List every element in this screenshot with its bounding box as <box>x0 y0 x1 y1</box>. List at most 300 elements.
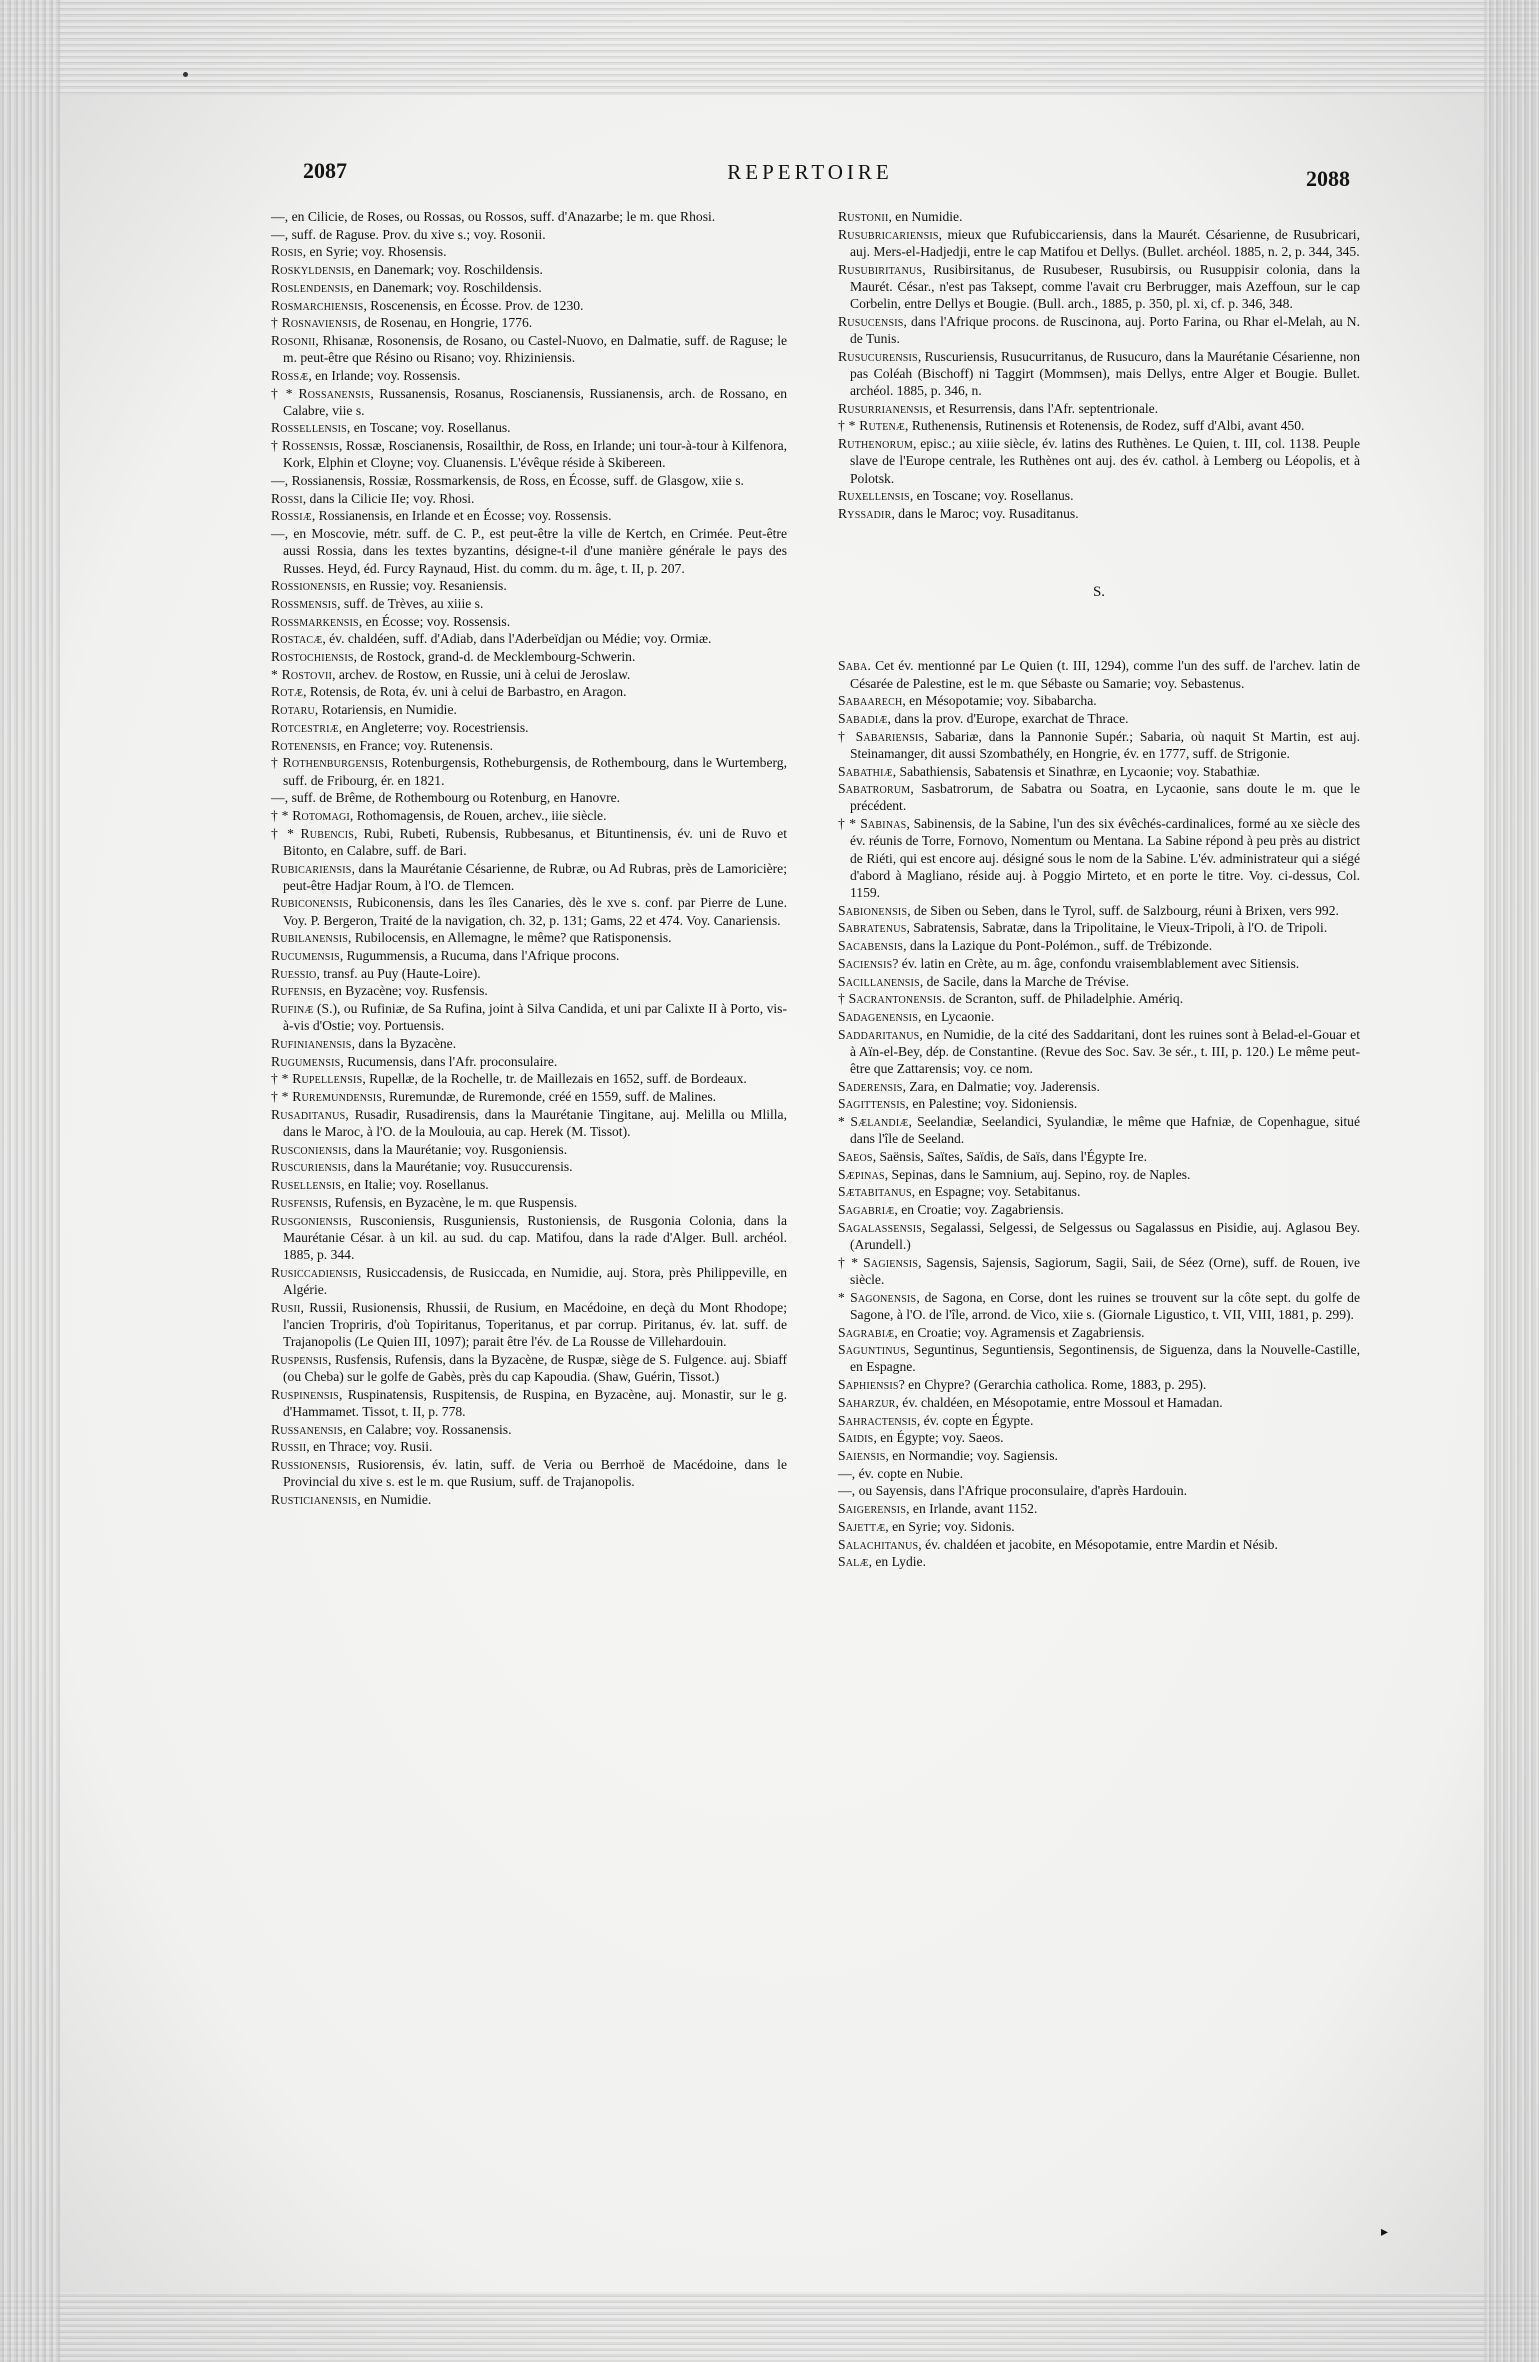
entry <box>838 763 1360 780</box>
entry-headword: Salachitanus <box>838 1536 919 1552</box>
entry-text: ? év. latin en Crète, au m. âge, confondu vraisemblablement avec Sitiensis. <box>892 955 1300 971</box>
entry-headword: Rugumensis <box>271 1053 341 1069</box>
entry <box>271 1421 787 1438</box>
entry-headword: Rubiconensis <box>271 895 349 911</box>
entry-text: , ou Sayensis, dans l'Afrique proconsulaire, d'après Hardouin. <box>851 1483 1188 1499</box>
ink-speck <box>183 72 188 77</box>
entry <box>838 1429 1360 1446</box>
entry-text: , Ruremundæ, de Ruremonde, créé en 1559, suff. de Malines. <box>382 1089 717 1105</box>
entry <box>271 261 787 278</box>
entry-headword: Sabathiæ <box>838 763 893 779</box>
entry-headword: Rossellensis <box>271 420 347 436</box>
entry-headword: Rufensis <box>271 983 323 999</box>
entry-headword: Rusellensis <box>271 1177 342 1193</box>
entry <box>271 279 787 296</box>
entry-headword: Sagrabiæ <box>838 1324 895 1340</box>
entry-text: , Rusiorensis, év. latin, suff. de Veria ou Berrhoë de Macédoine, dans le Provincial du xive s. est le m. que Rusium, suff. de Trajanopolis. <box>283 1456 787 1490</box>
entry-headword: † * Rotomagi <box>271 807 350 823</box>
entry-headword: Saphiensis <box>838 1377 899 1393</box>
entry-headword: Saigerensis <box>838 1501 907 1517</box>
entry-text: , Rugummensis, a Rucuma, dans l'Afrique procons. <box>339 948 620 964</box>
entry <box>271 719 787 736</box>
entry-headword: † Rothenburgensis <box>271 755 385 771</box>
entry-headword: — <box>271 790 285 806</box>
entry-text: , Ruspinatensis, Ruspitensis, de Ruspina, en Byzacène, auj. Monastir, sur le g. d'Hammamet. Tissot, t. II, p. 778. <box>283 1386 787 1419</box>
entry-headword: Rubilanensis <box>271 930 349 946</box>
entry-text: , de Siben ou Seben, dans le Tyrol, suff. de Salzbourg, réuni à Brixen, vers 992. <box>907 902 1339 918</box>
entry <box>271 1053 787 1070</box>
page-number-right: 2088 <box>1306 166 1350 191</box>
entry <box>838 226 1360 260</box>
entry-headword: Rostacæ <box>271 631 323 647</box>
entry-text: , év. copte en Égypte. <box>916 1412 1034 1428</box>
entry-headword: Sabadiæ <box>838 710 888 726</box>
entry-headword: * Sagonensis <box>838 1289 917 1305</box>
entry-headword: Rusticianensis <box>271 1491 358 1507</box>
entry <box>838 955 1360 972</box>
entry <box>271 1141 787 1158</box>
entry <box>271 507 787 524</box>
entry-text: , dans l'Afrique procons. de Ruscinona, auj. Porto Farina, ou Rhar el-Melah, au N. de Tunis. <box>850 313 1360 346</box>
entry-text: , en Toscane; voy. Rosellanus. <box>346 420 511 436</box>
entry-headword: Sabatrorum <box>838 781 911 797</box>
entry-headword: Rusurrianensis <box>838 400 929 416</box>
entry <box>838 1166 1360 1183</box>
entry-text: , en Danemark; voy. Roschildensis. <box>349 279 542 295</box>
entry-headword: Saba <box>838 658 868 674</box>
entry-headword: * Rostovii <box>271 666 333 682</box>
entry-headword: † Sacrantonensis <box>838 991 943 1007</box>
entry <box>838 1518 1360 1535</box>
entry-headword: Rusucurensis <box>838 348 918 364</box>
entry-headword: Russanensis <box>271 1421 343 1437</box>
entry <box>838 208 1360 225</box>
entry <box>838 1148 1360 1165</box>
entry <box>271 385 787 419</box>
entry-text: , Segalassi, Selgessi, de Selgessus ou Sagalassus en Pisidie, auj. Aglasou Bey. (Arundell.) <box>850 1219 1360 1253</box>
entry <box>271 1035 787 1052</box>
entry-headword: Rucumensis <box>271 948 340 964</box>
entry-text: , en Calabre; voy. Rossanensis. <box>342 1421 512 1437</box>
entry-headword: Saciensis <box>838 955 893 971</box>
entry-text: , Rusconiensis, Rusguniensis, Rustoniensis, de Rusgonia Colonia, dans la Maurétanie César. à un kil. au sud. du cap. Matifou, dans la rade d'Alger. Bull. archéol. 1885, p. 344. <box>283 1212 787 1262</box>
entry <box>271 648 787 665</box>
entry <box>271 1264 787 1298</box>
entry <box>271 472 787 489</box>
entry <box>838 780 1360 814</box>
entry <box>838 1201 1360 1218</box>
entry-headword: Sajettæ <box>838 1518 886 1534</box>
entry-text: , Rucumensis, dans l'Afr. proconsulaire. <box>340 1053 558 1069</box>
entry-headword: Saguntinus <box>838 1342 906 1358</box>
entry-text: , Rotariensis, en Numidie. <box>314 702 457 718</box>
running-header <box>0 158 1539 194</box>
entry <box>838 919 1360 936</box>
entry <box>271 1299 787 1351</box>
entry-headword: Rossiæ <box>271 508 312 524</box>
entry <box>271 894 787 928</box>
entry-text: , de Sagona, en Corse, dont les ruines se trouvent sur la côte sept. du golfe de Sagone, à l'O. de l'île, arrond. de Vico, xiie s. (Giornale Ligustico, t. VII, VIII, 1881, p. 299). <box>850 1289 1361 1322</box>
entry-headword: Sagalassensis <box>838 1219 923 1235</box>
entry-headword: † * Rutenæ <box>838 418 906 434</box>
entry-text: , suff. de Trèves, au xiiie s. <box>337 595 484 611</box>
entry-text: , en Lydie. <box>868 1554 926 1570</box>
entry-headword: Rufinæ <box>271 1001 314 1017</box>
entry-headword: — <box>271 473 285 489</box>
entry <box>271 332 787 366</box>
entry-text: , en Numidie. <box>888 209 963 224</box>
entry-text: , Seguntinus, Seguntiensis, Segontinensis, de Siguenza, dans la Nouvelle-Castille, en Espagne. <box>850 1342 1360 1375</box>
entry-text: , Sabariæ, dans la Pannonie Supér.; Sabaria, où naquit St Martin, est auj. Steinamanger, dit aussi Szombathély, en Hongrie, év. en 1777, suff. de Strigonie. <box>850 728 1360 761</box>
right-column-r-entries <box>838 208 1360 522</box>
entry-headword: Rosonii <box>271 332 316 348</box>
entry-text: , Rotensis, de Rota, év. uni à celui de Barbastro, en Aragon. <box>303 684 627 700</box>
entry <box>838 1394 1360 1411</box>
scan-edge-bottom <box>0 2292 1539 2362</box>
entry-headword: Rufinianensis <box>271 1036 352 1052</box>
entry-text: , Rusfensis, Rufensis, dans la Byzacène, de Ruspæ, siège de S. Fulgence. auj. Sbiaff (ou Cheba) sur le golfe de Gabès, près du cap Kapoudia. (Shaw, Guérin, Tissot.) <box>283 1351 787 1384</box>
entry-text: , Rotenburgensis, Rotheburgensis, de Rothembourg, dans le Wurtemberg, suff. de Fribourg, ér. en 1821. <box>283 755 787 788</box>
entry-headword: Sagabriæ <box>838 1202 895 1218</box>
entry-text: , en Lycaonie. <box>917 1008 995 1024</box>
entry-headword: Roskyldensis <box>271 262 351 278</box>
entry <box>271 525 787 577</box>
entry-headword: † * Sagiensis <box>838 1254 919 1270</box>
entry <box>838 692 1360 709</box>
entry <box>271 490 787 507</box>
entry <box>838 400 1360 417</box>
entry-text: , en Russie; voy. Resaniensis. <box>346 578 507 594</box>
entry <box>271 314 787 331</box>
entry-headword: † Rosnaviensis <box>271 315 358 331</box>
entry-text: , en Irlande, avant 1152. <box>906 1501 1038 1517</box>
entry <box>838 973 1360 990</box>
entry-headword: † * Rupellensis <box>271 1071 363 1087</box>
entry-headword: — <box>271 209 285 224</box>
entry-headword: Ruspensis <box>271 1351 328 1367</box>
entry-headword: Sabratenus <box>838 920 907 936</box>
entry <box>271 1456 787 1490</box>
entry <box>838 1341 1360 1375</box>
entry-text: , episc.; au xiiie siècle, év. latins des Ruthènes. Le Quien, t. III, col. 1138. Peuple slave de l'Europe centrale, les Ruthènes ont auj. des év. cathol. à Lemberg ou Léopolis, et à Polotsk. <box>850 436 1360 486</box>
entry-text: , en Thrace; voy. Rusii. <box>306 1439 433 1455</box>
entry <box>838 1289 1360 1323</box>
entry-headword: Russii <box>271 1439 307 1455</box>
entry-headword: Saharzur <box>838 1394 896 1410</box>
entry-text: , dans la Byzacène. <box>351 1036 457 1052</box>
entry <box>838 1008 1360 1025</box>
entry <box>271 982 787 999</box>
entry-text: , Rusibirsitanus, de Rusubeser, Rusubirsis, ou Rusuppisir colonia, dans la Maurét. César., n'est pas Taksept, comme l'avait cru Berbrugger, mais Azeffoun, sur le cap Corbelin, entre Dellys et Bougie. (Bull. arch., 1885, p. 350, pl. xi, cf. p. 346, 348. <box>850 261 1360 312</box>
entry-text: , archev. de Rostow, en Russie, uni à celui de Jeroslaw. <box>332 666 631 682</box>
entry-text: , Sagensis, Sajensis, Sagiorum, Sagii, Saii, de Séez (Orne), suff. de Rouen, ive siècle. <box>850 1254 1361 1287</box>
entry-text: , Rossianensis, Rossiæ, Rossmarkensis, de Ross, en Écosse, suff. de Glasgow, xiie s. <box>284 473 744 489</box>
entry <box>271 1000 787 1034</box>
entry <box>271 683 787 700</box>
entry-headword: Salæ <box>838 1554 869 1570</box>
entry-text: , dans la Maurétanie; voy. Rusuccurensis. <box>346 1159 573 1175</box>
entry-text: , Rossæ, Roscianensis, Rosailthir, de Ross, en Irlande; uni tour-à-tour à Kilfenora, Kork, Elphin et Cloyne; voy. Cluanensis. L'évêque réside à Skibereen. <box>283 438 788 471</box>
entry <box>271 367 787 384</box>
entry-headword: Rusii <box>271 1299 301 1315</box>
entry-headword: Rusfensis <box>271 1194 328 1210</box>
entry <box>838 937 1360 954</box>
entry-headword: Rosmarchiensis <box>271 297 364 313</box>
entry-text: , Sasbatrorum, de Sabatra ou Soatra, en Lycaonie, sans doute le m. que le précédent. <box>850 781 1360 814</box>
entry-text: , en Mésopotamie; voy. Sibabarcha. <box>902 693 1097 709</box>
entry-text: (S.), ou Rufiniæ, de Sa Rufina, joint à Silva Candida, et uni par Calixte II à Porto, vis-à-vis d'Ostie; voy. Portuensis. <box>283 1001 787 1034</box>
entry-text: , Ruscuriensis, Rusucurritanus, de Rusucuro, dans la Maurétanie Césarienne, non pas Coléah (Bischoff) ni Taggirt (Mommsen), mais Dellys, entre Alger et Bougie. Bullet. archéol. 1885, p. 346, n. <box>850 348 1360 399</box>
entry <box>838 487 1360 504</box>
entry-text: , dans le Maroc; voy. Rusaditanus. <box>891 505 1079 521</box>
entry-text: , Sabathiensis, Sabatensis et Sinathræ, en Lycaonie; voy. Stabathiæ. <box>892 763 1260 779</box>
entry-text: , Sepinas, dans le Samnium, auj. Sepino, roy. de Naples. <box>884 1166 1191 1182</box>
entry <box>271 243 787 260</box>
entry-headword: Rossæ <box>271 367 309 383</box>
entry-headword: Rusucensis <box>838 313 904 329</box>
entry-headword: Russionensis <box>271 1456 347 1472</box>
entry <box>271 1106 787 1140</box>
entry-text: , et Resurrensis, dans l'Afr. septentrionale. <box>928 400 1159 416</box>
entry <box>838 657 1360 691</box>
entry <box>838 417 1360 434</box>
entry-text: , Rubi, Rubeti, Rubensis, Rubbesanus, et Bituntinensis, év. uni de Ruvo et Bitonto, en Calabre, suff. de Bari. <box>283 825 787 858</box>
entry-headword: — <box>271 526 285 542</box>
entry-headword: Ruessio <box>271 965 317 981</box>
entry-text: , dans la prov. d'Europe, exarchat de Thrace. <box>887 710 1129 726</box>
entry-text: , év. chaldéen et jacobite, en Mésopotamie, entre Mardin et Nésib. <box>918 1536 1278 1552</box>
entry-text: , de Sacile, dans la Marche de Trévise. <box>919 973 1129 989</box>
entry-headword: Saderensis <box>838 1078 903 1094</box>
corner-mark: ▸ <box>1381 2225 1389 2240</box>
entry-text: , en Espagne; voy. Setabitanus. <box>911 1184 1081 1200</box>
entry <box>838 1412 1360 1429</box>
entry-headword: Rossmarkensis <box>271 613 359 629</box>
entry-headword: Sabaarech <box>838 693 903 709</box>
entry-headword: Rotæ <box>271 684 304 700</box>
entry-headword: Sabionensis <box>838 902 908 918</box>
entry-text: , Rubiconensis, dans les îles Canaries, dès le xve s. conf. par Pierre de Lune. Voy. P. Bergeron, Traité de la navigation, ch. 32, p. 131; Gams, 22 et 474. Voy. Canariensis. <box>283 895 787 928</box>
entry <box>838 348 1360 400</box>
entry <box>838 1482 1360 1499</box>
entry-headword: † * Rubencis <box>271 825 354 841</box>
entry-text: ? en Chypre? (Gerarchia catholica. Rome, 1883, p. 295). <box>898 1377 1207 1393</box>
entry-text: , Ruthenensis, Rutinensis et Rotenensis, de Rodez, suff d'Albi, avant 450. <box>905 418 1305 434</box>
entry-headword: Rusconiensis <box>271 1141 348 1157</box>
entry <box>838 435 1360 487</box>
entry <box>838 815 1360 901</box>
entry-text: , en Croatie; voy. Zagabriensis. <box>894 1202 1064 1218</box>
entry-text: , Rufensis, en Byzacène, le m. que Ruspensis. <box>328 1194 578 1210</box>
entry <box>271 419 787 436</box>
entry <box>271 1194 787 1211</box>
entry <box>271 1386 787 1420</box>
entry-headword: Sætabitanus <box>838 1184 912 1200</box>
entry-text: , en Irlande; voy. Rossensis. <box>308 367 461 383</box>
entry <box>271 754 787 788</box>
entry-text: . Cet év. mentionné par Le Quien (t. III, 1294), comme l'un des suff. de l'archev. latin de Césarée de Palestine, est le m. que Sébaste ou Samarie; voy. Sebastenus. <box>850 658 1360 691</box>
entry <box>271 630 787 647</box>
entry-headword: Saiensis <box>838 1448 886 1463</box>
running-title: REPERTOIRE <box>727 160 893 184</box>
entry-headword: Rotaru <box>271 702 315 718</box>
entry <box>838 902 1360 919</box>
entry <box>271 860 787 894</box>
entry-text: . de Scranton, suff. de Philadelphie. Amériq. <box>942 991 1184 1007</box>
entry <box>271 1176 787 1193</box>
entry-text: , Russii, Rusionensis, Rhussii, de Rusium, en Macédoine, en deçà du Mont Rhodope; l'ancien Tropriris, d'où Topiritanus, Toperitanus, et par corrup. Piritanus, év. lat. suff. de Trajanopolis (Le Quien III, 1097); parait être l'év. de La Rousse de Villehardouin. <box>283 1299 787 1349</box>
entry-text: , en Cilicie, de Roses, ou Rossas, ou Rossos, suff. d'Anazarbe; le m. que Rhosi. <box>284 209 716 224</box>
entry-text: , en Normandie; voy. Sagiensis. <box>885 1448 1058 1463</box>
entry-text: , dans la Maurétanie Césarienne, de Rubræ, ou Ad Rubras, près de Lamoricière; peut-être Hadjar Roum, à l'O. de Tlemcen. <box>283 860 787 893</box>
entry-text: , Saënsis, Saïtes, Saïdis, de Saïs, dans l'Égypte Ire. <box>872 1149 1147 1165</box>
entry <box>271 226 787 243</box>
entry <box>271 1088 787 1105</box>
entry <box>271 737 787 754</box>
entry-headword: — <box>838 1483 852 1499</box>
entry-headword: Ryssadir <box>838 505 892 521</box>
entry-text: , suff. de Raguse. Prov. du xive s.; voy. Rosonii. <box>284 226 546 242</box>
entry-text: , en Numidie, de la cité des Saddaritani, dont les ruines sont à Belad-el-Gouar et à Aïn-el-Bey, dép. de Constantine. (Revue des Soc. Sav. 3e sér., t. III, p. 120.) Le même peut-être que Zattarensis; voy. ce nom. <box>850 1026 1360 1077</box>
entry <box>838 1536 1360 1553</box>
entry-headword: Rosis <box>271 244 303 260</box>
entry <box>271 613 787 630</box>
entry <box>838 1500 1360 1517</box>
entry-text: , Rubilocensis, en Allemagne, le même? que Ratisponensis. <box>348 930 672 946</box>
entry-headword: Saddaritanus <box>838 1026 920 1042</box>
entry-text: , év. chaldéen, en Mésopotamie, entre Mossoul et Hamadan. <box>895 1394 1223 1410</box>
entry-headword: Roslendensis <box>271 279 350 295</box>
entry-headword: Rossionensis <box>271 578 347 594</box>
entry-text: , en Numidie. <box>357 1491 432 1507</box>
entry-headword: Sacillanensis <box>838 973 920 989</box>
entry-headword: Rostochiensis <box>271 649 354 665</box>
entry-headword: Sadagenensis <box>838 1008 918 1024</box>
entry <box>838 1095 1360 1112</box>
entry-text: , en France; voy. Rutenensis. <box>336 737 494 753</box>
scan-edge-top <box>0 0 1539 95</box>
entry <box>838 1219 1360 1253</box>
entry <box>838 1447 1360 1464</box>
entry-text: , Rothomagensis, de Rouen, archev., iiie siècle. <box>349 807 607 823</box>
entry <box>271 1438 787 1455</box>
entry <box>838 1553 1360 1570</box>
entry-text: , mieux que Rufubiccariensis, dans la Maurét. Césarienne, de Rusubricari, auj. Mers-el-Hadjedji, entre le cap Matifou et Dellys. (Bullet. archéol. 1885, n. 2, p. 344, 345. <box>850 226 1360 259</box>
entry-text: , év. copte en Nubie. <box>851 1465 964 1481</box>
entry-headword: * Sælandiæ <box>838 1114 909 1130</box>
entry <box>838 1254 1360 1288</box>
entry <box>838 505 1360 522</box>
entry-text: , Rhisanæ, Rosonensis, de Rosano, ou Castel-Nuovo, en Dalmatie, suff. de Raguse; le m. peut-être que Résino ou Risano; voy. Rhiziniensis. <box>283 332 787 366</box>
entry-headword: † * Sabinas <box>838 816 907 832</box>
entry-headword: † * Rossanensis <box>271 385 371 401</box>
entry-headword: † Sabariensis <box>838 728 925 744</box>
scan-edge-left <box>0 0 60 2362</box>
entry-headword: — <box>838 1465 852 1481</box>
entry <box>838 313 1360 347</box>
entry <box>271 208 787 225</box>
entry-headword: Ruxellensis <box>838 488 910 504</box>
entry-text: , en Croatie; voy. Agramensis et Zagabriensis. <box>894 1324 1145 1340</box>
entry-headword: Rubicariensis <box>271 860 352 876</box>
left-column <box>271 208 787 1509</box>
entry <box>838 1183 1360 1200</box>
entry-text: , en Italie; voy. Rosellanus. <box>341 1177 489 1193</box>
entry <box>271 1491 787 1508</box>
entry <box>271 825 787 859</box>
entry <box>838 1376 1360 1393</box>
entry <box>271 1158 787 1175</box>
entry <box>271 297 787 314</box>
entry-text: , de Rostock, grand-d. de Mecklembourg-Schwerin. <box>353 649 636 665</box>
section-heading: S. <box>1092 584 1106 601</box>
entry-text: , Seelandiæ, Seelandici, Syulandiæ, le même que Hafniæ, de Copenhague, situé dans l'île de Seeland. <box>850 1114 1360 1147</box>
entry-text: , év. chaldéen, suff. d'Adiab, dans l'Aderbeïdjan ou Médie; voy. Ormiæ. <box>322 631 712 647</box>
entry <box>838 1026 1360 1078</box>
entry-text: , en Égypte; voy. Saeos. <box>873 1430 1004 1446</box>
entry <box>838 728 1360 762</box>
entry-text: , de Rosenau, en Hongrie, 1776. <box>357 315 533 331</box>
entry-headword: Rustonii <box>838 209 889 224</box>
entry-headword: Rusubricariensis <box>838 226 939 242</box>
entry-headword: Rusgoniensis <box>271 1212 349 1228</box>
entry <box>838 990 1360 1007</box>
page-number-left: 2087 <box>303 158 347 183</box>
entry <box>271 789 787 806</box>
entry-text: , dans la Lazique du Pont-Polémon., suff. de Trébizonde. <box>903 938 1213 954</box>
right-column-s-entries <box>838 657 1360 1570</box>
entry-text: , Zara, en Dalmatie; voy. Jaderensis. <box>902 1078 1100 1094</box>
entry-headword: — <box>271 226 285 242</box>
entry-headword: Rotenensis <box>271 737 337 753</box>
scan-edge-right <box>1484 0 1539 2362</box>
entry-headword: Ruspinensis <box>271 1386 339 1402</box>
entry <box>271 807 787 824</box>
entry-text: , en Écosse; voy. Rossensis. <box>358 613 511 629</box>
entry-text: , Roscenensis, en Écosse. Prov. de 1230. <box>363 297 584 313</box>
entry <box>271 929 787 946</box>
entry <box>271 1351 787 1385</box>
entry <box>271 666 787 683</box>
entry-text: , dans la Maurétanie; voy. Rusgoniensis. <box>347 1141 568 1157</box>
entry <box>838 710 1360 727</box>
entry <box>271 577 787 594</box>
right-column <box>838 208 1360 1571</box>
entry-text: , dans la Cilicie IIe; voy. Rhosi. <box>302 490 475 506</box>
entry-headword: Rusaditanus <box>271 1106 346 1122</box>
entry <box>271 595 787 612</box>
entry-text: , en Byzacène; voy. Rusfensis. <box>322 983 488 999</box>
entry-text: , Rossianensis, en Irlande et en Écosse; voy. Rossensis. <box>311 508 612 524</box>
entry <box>271 701 787 718</box>
entry-text: , Sabratensis, Sabratæ, dans la Tripolitaine, le Vieux-Tripoli, à l'O. de Tripoli. <box>906 920 1328 936</box>
entry-headword: Rusubiritanus <box>838 261 923 277</box>
entry-text: , en Moscovie, métr. suff. de C. P., est peut-être la ville de Kertch, en Crimée. Peut-être aussi Rossia, dans les textes byzantins, désigne-t-il d'une manière générale le pays des Russes. Heyd, éd. Furcy Raynaud, Hist. du comm. du m. âge, t. II, p. 207. <box>283 526 787 576</box>
entry <box>838 1465 1360 1482</box>
entry <box>271 1212 787 1264</box>
entry <box>838 261 1360 313</box>
entry-headword: Sagittensis <box>838 1096 906 1112</box>
entry-text: , en Palestine; voy. Sidoniensis. <box>905 1096 1078 1112</box>
entry-headword: Saidis <box>838 1430 874 1446</box>
entry-text: , en Syrie; voy. Sidonis. <box>885 1518 1015 1534</box>
entry-text: , en Syrie; voy. Rhosensis. <box>302 244 447 260</box>
entry-text: , suff. de Brême, de Rothembourg ou Rotenburg, en Hanovre. <box>284 790 621 806</box>
entry-text: , en Toscane; voy. Rosellanus. <box>909 488 1074 504</box>
entry <box>271 965 787 982</box>
entry-text: , Rusadir, Rusadirensis, dans la Maurétanie Tingitane, auj. Melilla ou Mlilla, dans le Maroc, à l'O. de la Moulouia, au cap. Herek (M. Tissot). <box>283 1106 787 1140</box>
entry-text: , Rupellæ, de la Rochelle, tr. de Maillezais en 1652, suff. de Bordeaux. <box>362 1071 747 1087</box>
